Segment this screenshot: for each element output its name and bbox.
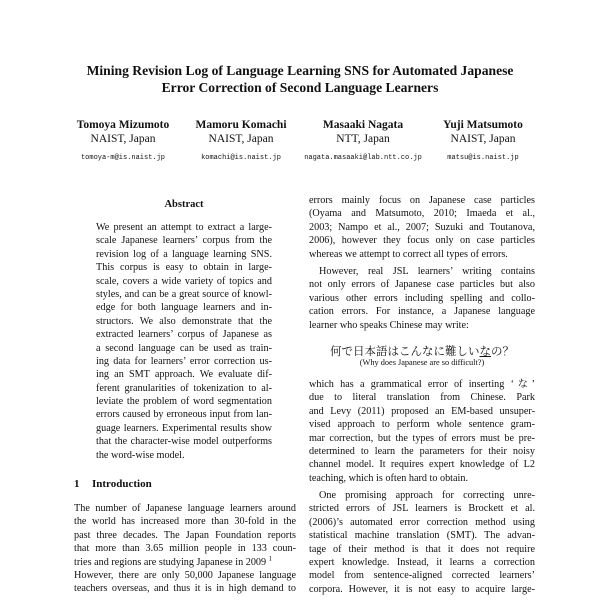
- body-line: The number of Japanese language learners around: [74, 503, 296, 514]
- body-line: that more than 3.65 million people in 133 coun-: [74, 543, 296, 555]
- abstract-line: revision log of a language learning SNS.: [96, 248, 272, 260]
- body-line: 2003; Nampo et al., 2007; Suzuki and Toutanova,: [309, 221, 535, 233]
- abstract-line: the word-wise model.: [96, 449, 185, 461]
- body-line: 2006), however they focus only on case particles: [309, 235, 535, 247]
- title-line-2: Error Correction of Second Language Learners: [161, 80, 439, 95]
- introduction-body: [74, 502, 296, 596]
- body-line: cation errors. For instance, a Japanese language: [309, 306, 535, 318]
- body-line: and Levy (2011) proposed an EM-based unsuper-: [309, 405, 535, 417]
- abstract-line: ing data for learners’ error correction us-: [96, 355, 272, 367]
- body-line: errors mainly focus on Japanese case particles: [309, 195, 535, 206]
- abstract-line: This corpus is easy to obtain in large-: [96, 262, 272, 274]
- abstract-line: scale, covers a wide variety of topics and: [96, 275, 272, 287]
- body-line: not only errors of Japanese case particles but also: [309, 279, 535, 291]
- abstract-line: leviate the problem of word segmentation: [96, 396, 272, 408]
- abstract-line: extracted learners’ corpus of Japanese as: [96, 329, 272, 341]
- author-block: [176, 118, 306, 164]
- example-japanese-text-end: の？: [491, 344, 514, 358]
- author-name: Masaaki Nagata: [322, 119, 404, 131]
- body-line: various other errors including spelling and collo-: [309, 292, 535, 304]
- section-title: Introduction: [92, 478, 152, 490]
- author-name: Yuji Matsumoto: [443, 119, 523, 131]
- right-column-para4: [309, 489, 535, 596]
- author-name: Tomoya Mizumoto: [76, 119, 170, 131]
- author-affiliation: NAIST, Japan: [90, 133, 156, 145]
- example-japanese: [309, 344, 535, 358]
- body-line: expert knowledge. Instead, it learns a correction: [309, 556, 535, 568]
- abstract-line: that the character-wise model outperforms: [96, 436, 272, 448]
- body-line: teaching, which is often hard to obtain.: [309, 472, 468, 484]
- body-line: channel model. It requires expert knowledge of L2: [309, 459, 535, 471]
- author-block: [298, 118, 428, 164]
- abstract-line: guage learners. Experimental results show: [96, 422, 272, 434]
- abstract-body: [96, 221, 272, 462]
- body-line: mar correction, but the types of errors must be pre-: [309, 432, 535, 444]
- body-line: statistical machine translation (SMT). The advan-: [309, 530, 535, 542]
- body-line: One promising approach for correcting unre-: [319, 490, 535, 501]
- example-sentence: [309, 344, 535, 368]
- section-number: 1: [74, 478, 80, 490]
- body-line-text: tries and regions are studying Japanese in 2009: [74, 556, 267, 568]
- right-column-para1: [309, 194, 535, 261]
- body-line: vised approach to perform whole sentence gram-: [309, 419, 535, 431]
- body-line: stricted errors of JSL learners is Brockett et al.: [309, 503, 535, 515]
- author-email[interactable]: nagata.masaaki@lab.ntt.co.jp: [304, 154, 422, 162]
- abstract-line: We present an attempt to extract a large-: [96, 222, 272, 233]
- abstract-line: structors. We also demonstrate that the: [96, 315, 272, 327]
- abstract-line: a second language can be used as train-: [96, 342, 272, 354]
- paper-title: [60, 62, 540, 96]
- abstract-line: styles, and can be a great source of knowl-: [96, 288, 272, 300]
- abstract-line: errors caused by erroneous input from lan-: [96, 409, 272, 421]
- body-line: past three decades. The Japan Foundation reports: [74, 529, 296, 541]
- body-line: (2006)’s automated error correction method using: [309, 516, 535, 528]
- author-email[interactable]: matsu@is.naist.jp: [447, 154, 519, 162]
- body-line: (Oyama and Matsumoto, 2010; Imaeda et al.,: [309, 208, 535, 220]
- body-line: due to literal translation from Chinese. Park: [309, 392, 535, 404]
- example-error-token: な: [479, 344, 491, 358]
- author-name: Mamoru Komachi: [195, 119, 287, 131]
- body-line: However, real JSL learners’ writing contains: [319, 266, 535, 277]
- title-line-1: Mining Revision Log of Language Learning SNS for Automated Japanese: [86, 63, 514, 78]
- example-japanese-text: 何で日本語はこんなに難しい: [330, 344, 480, 358]
- footnote-marker[interactable]: 1: [268, 555, 273, 563]
- example-translation: (Why does Japanese are so difficult?): [359, 358, 485, 367]
- author-email[interactable]: tomoya-m@is.naist.jp: [80, 154, 165, 162]
- abstract-line: scale Japanese learners’ corpus from the: [96, 235, 272, 247]
- section-heading: [74, 478, 152, 490]
- body-line: model from sentence-aligned corrected learners’: [309, 570, 535, 582]
- body-line: determined to learn the parameters for their noisy: [309, 445, 535, 457]
- author-block: [418, 118, 548, 164]
- body-line: corpora. However, it is not easy to acquire large-: [309, 583, 535, 595]
- body-line: whereas we attempt to correct all types of errors.: [309, 248, 508, 260]
- body-line: tage of their method is that it does not require: [309, 543, 535, 555]
- author-affiliation: NTT, Japan: [336, 133, 390, 145]
- abstract-line: edge for both language learners and in-: [96, 302, 272, 314]
- body-line: However, there are only 50,000 Japanese language: [74, 569, 296, 581]
- author-affiliation: NAIST, Japan: [208, 133, 274, 145]
- body-line: teachers overseas, and thus it is in high demand to: [74, 583, 296, 595]
- abstract-line: ferent granularities of tokenization to al-: [96, 382, 272, 394]
- body-line: learner who speaks Chinese may write:: [309, 319, 469, 331]
- body-line: the world has increased more than 30-fold in the: [74, 516, 296, 528]
- right-column-para2: [309, 265, 535, 332]
- author-affiliation: NAIST, Japan: [450, 133, 516, 145]
- abstract-heading: Abstract: [164, 199, 204, 210]
- body-line: [74, 556, 296, 569]
- author-email[interactable]: komachi@is.naist.jp: [201, 154, 281, 162]
- author-block: [58, 118, 188, 164]
- abstract-line: ing an SMT approach. We evaluate dif-: [96, 369, 272, 381]
- right-column-para3: [309, 378, 535, 485]
- body-line: which has a grammatical error of inserting ‘な’: [309, 379, 535, 390]
